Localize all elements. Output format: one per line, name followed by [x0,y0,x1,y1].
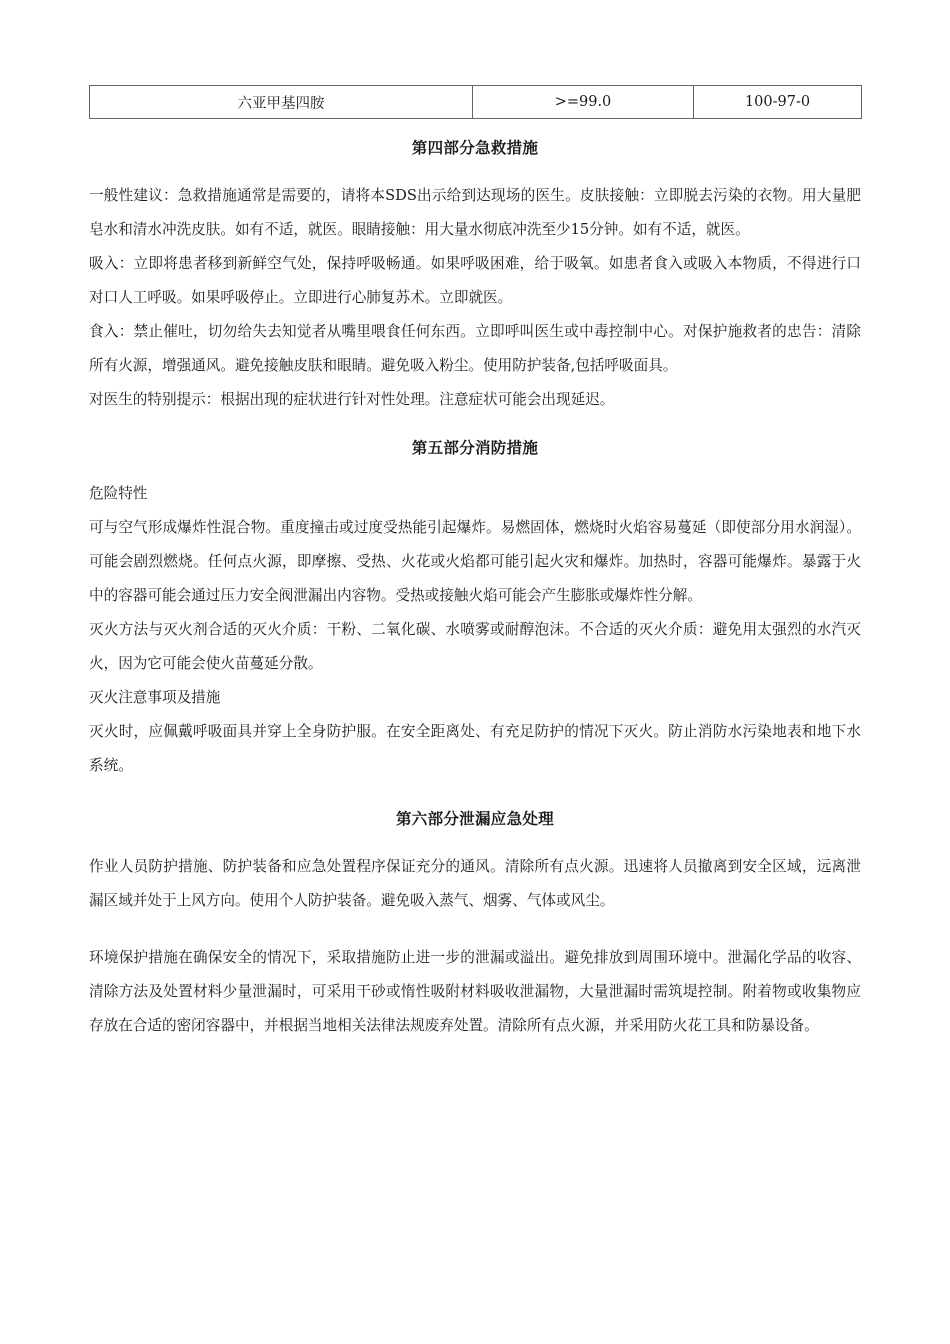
section-5-hazard-heading: 危险特性 [89,485,148,502]
substance-name-cell: 六亚甲基四胺 [90,86,473,119]
section-5-hazard-text: 可与空气形成爆炸性混合物。重度撞击或过度受热能引起爆炸。易燃固体，燃烧时火焰容易蔓延（即使部分用水润湿）。可能会剧烈燃烧。任何点火源，即摩擦、受热、火花或火焰都可能引起火灾和爆炸。加热时，容器可能爆炸。暴露于火中的容器可能会通过压力安全阀泄漏出内容物。受热或接触火焰可能会产生膨胀或爆炸性分解。 [89,519,861,604]
section-6-environmental-precautions: 环境保护措施在确保安全的情况下，采取措施防止进一步的泄漏或溢出。避免排放到周围环境中。泄漏化学品的收容、清除方法及处置材料少量泄漏时，可采用干砂或惰性吸附材料吸收泄漏物，大量泄漏时需筑堤控制。附着物或收集物应存放在合适的密闭容器中，并根据当地相关法律法规废弃处置。清除所有点火源，并采用防火花工具和防暴设备。 [89,949,861,1034]
cas-number-cell: 100-97-0 [694,86,862,119]
table-row [90,86,862,119]
section-4-ingestion: 食入：禁止催吐，切勿给失去知觉者从嘴里喂食任何东西。立即呼叫医生或中毒控制中心。对保护施救者的忠告：清除所有火源，增强通风。避免接触皮肤和眼睛。避免吸入粉尘。使用防护装备,包括呼吸面具。 [89,323,861,374]
section-6-personal-precautions: 作业人员防护措施、防护装备和应急处置程序保证充分的通风。清除所有点火源。迅速将人员撤离到安全区域，远离泄漏区域并处于上风方向。使用个人防护装备。避免吸入蒸气、烟雾、气体或风尘。 [89,858,861,909]
section-5-extinguishing-media: 灭火方法与灭火剂合适的灭火介质：干粉、二氧化碳、水喷雾或耐醇泡沫。不合适的灭火介质：避免用太强烈的水汽灭火，因为它可能会使火苗蔓延分散。 [89,621,861,672]
section-4-physician-note: 对医生的特别提示：根据出现的症状进行针对性处理。注意症状可能会出现延迟。 [89,391,615,408]
concentration-cell: >=99.0 [473,86,694,119]
section-6-title: 第六部分泄漏应急处理 [395,810,554,828]
document-page [89,85,861,1043]
section-5-precautions-heading: 灭火注意事项及措施 [89,689,221,706]
section-5-precautions-text: 灭火时，应佩戴呼吸面具并穿上全身防护服。在安全距离处、有充足防护的情况下灭火。防止消防水污染地表和地下水系统。 [89,723,861,774]
section-5-title: 第五部分消防措施 [411,439,539,457]
section-4-general-advice: 一般性建议：急救措施通常是需要的，请将本SDS出示给到达现场的医生。皮肤接触：立即脱去污染的衣物。用大量肥皂水和清水冲洗皮肤。如有不适，就医。眼睛接触：用大量水彻底冲洗至少15分钟。如有不适，就医。 [89,187,861,238]
composition-table [89,85,862,119]
section-4-title: 第四部分急救措施 [411,139,539,157]
section-4-inhalation: 吸入：立即将患者移到新鲜空气处，保持呼吸畅通。如果呼吸困难，给于吸氧。如患者食入或吸入本物质，不得进行口对口人工呼吸。如果呼吸停止。立即进行心肺复苏术。立即就医。 [89,255,861,306]
